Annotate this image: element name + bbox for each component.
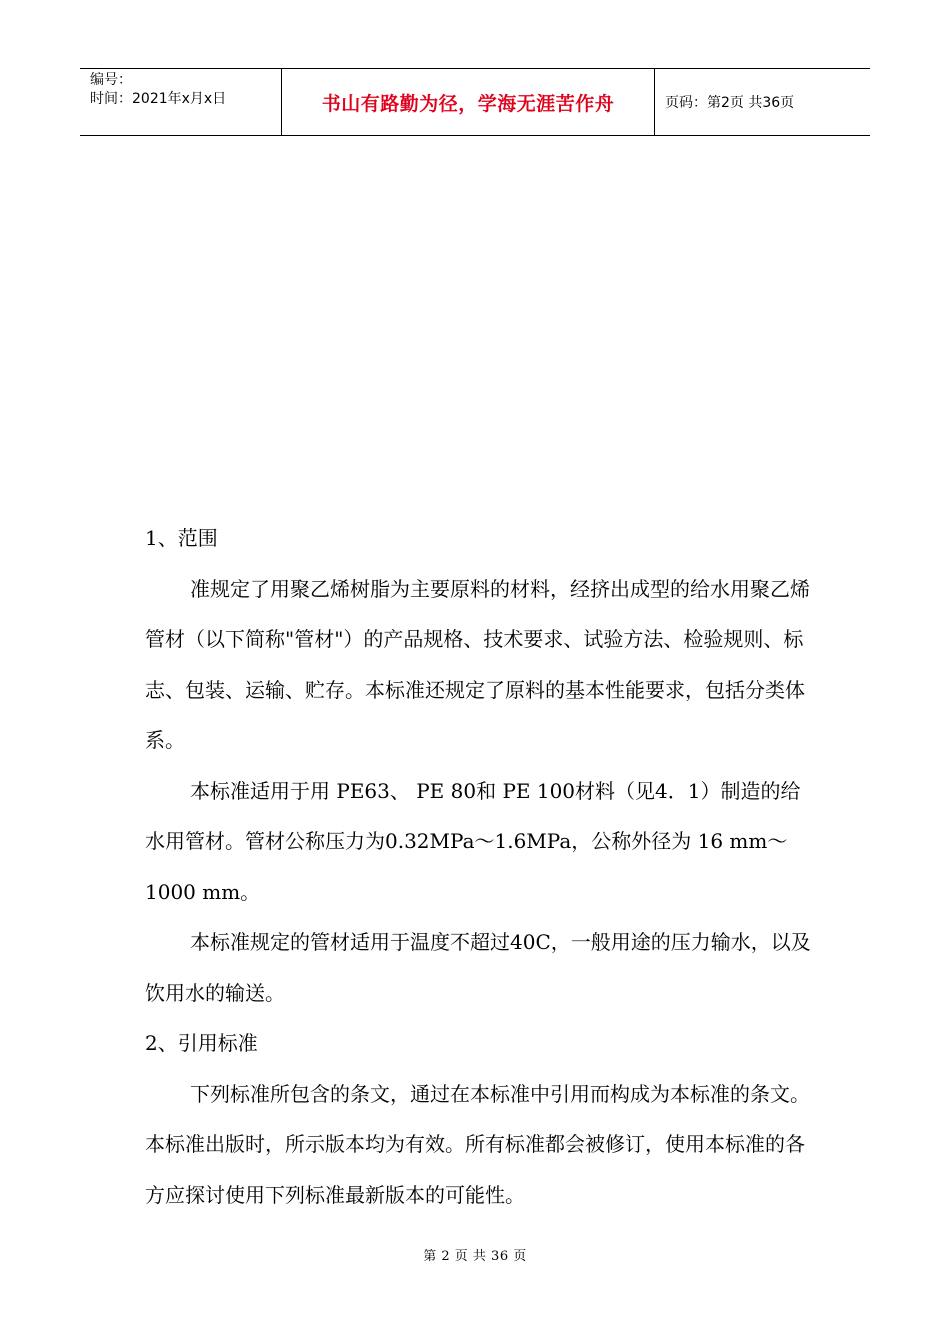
header-motto-cell [282,69,655,135]
header-page-info-cell [655,69,870,135]
section-heading-scope: 1、范围 [145,526,218,550]
document-body [145,513,815,1220]
header-page-info: 页码：第2页 共36页 [665,95,795,111]
header-meta [80,69,282,135]
paragraph-scope-temperature: 本标准规定的管材适用于温度不超过40C，一般用途的压力输水，以及饮用水的输送。 [145,930,811,1005]
page-footer: 第 2 页 共 36 页 [423,1249,527,1264]
paragraph-scope-definition: 准规定了用聚乙烯树脂为主要原料的材料，经挤出成型的给水用聚乙烯管材（以下简称"管材"）的产品规格、技术要求、试验方法、检验规则、标志、包装、运输、贮存。本标准还规定了原料的基本性能要求，包括分类体系。 [145,576,810,752]
page-header [80,68,870,136]
paragraph-scope-applicability: 本标准适用于用 PE63、 PE 80和 PE 100材料（见4．1）制造的给水用管材。管材公称压力为0.32MPa～1.6MPa，公称外径为 16 mm～1000 mm。 [145,778,801,904]
paragraph-references: 下列标准所包含的条文，通过在本标准中引用而构成为本标准的条文。本标准出版时，所示版本均为有效。所有标准都会被修订，使用本标准的各方应探讨使用下列标准最新版本的可能性。 [145,1081,810,1207]
document-number-label: 编号： [90,72,132,88]
document-time-label: 时间：2021年x月x日 [90,91,227,107]
header-motto: 书山有路勤为径，学海无涯苦作舟 [321,92,615,115]
section-heading-references: 2、引用标准 [145,1031,258,1055]
